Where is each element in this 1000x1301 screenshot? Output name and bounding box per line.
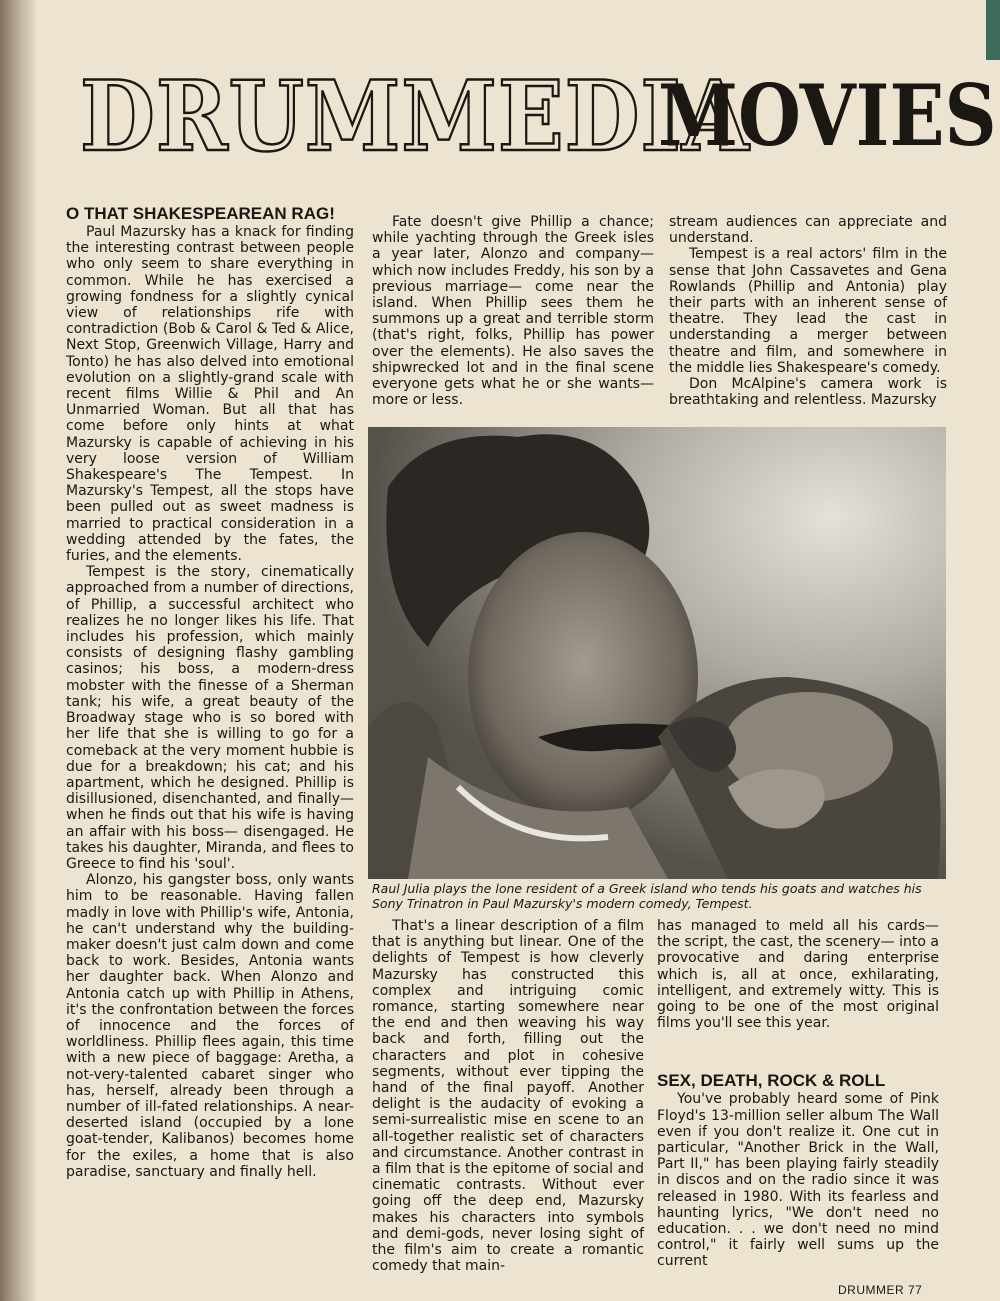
article-column-4 (372, 918, 644, 1274)
paragraph: Don McAlpine's camera work is breathtaking and relentless. Mazursky (669, 376, 947, 409)
page-folio: DRUMMER 77 (838, 1283, 923, 1297)
photo-illustration (368, 427, 946, 879)
binding-shadow (0, 0, 36, 1301)
next-page-edge (986, 0, 1000, 60)
photo-caption: Raul Julia plays the lone resident of a Greek island who tends his goats and watches his Sony Trinatron in Paul Mazursky's modern comedy, Tempest. (372, 881, 922, 911)
section-title: DRUMMEDIA (80, 60, 750, 173)
paragraph: You've probably heard some of Pink Floyd's 13-million seller album The Wall even if you don't realize it. One cut in particular, "Another Brick in the Wall, Part II," has been playing fairly steadily in discos and on the radio since it was released in 1980. With its fearless and haunting lyrics, "We don't need no education. . . we don't need no mind control," it fairly well sums up the current (657, 1091, 939, 1270)
category-title: MOVIES (658, 66, 997, 165)
paragraph: That's a linear description of a film that is anything but linear. One of the delights of Tempest is how cleverly Mazursky has constructed this complex and intriguing comic romance, starting somewhere near the end and then weaving his way back and forth, filling out the characters and plot in cohesive segments, without ever tipping the hand of the final payoff. Another delight is the audacity of evoking a semi-surrealistic mise en scene to an all-together realistic set of characters and circumstance. Another contrast in a film that is the epitome of social and cinematic contrasts. Without ever going off the deep end, Mazursky makes his characters into symbols and demi-gods, never losing sight of the film's aim to create a romantic comedy that main- (372, 918, 644, 1275)
article-headline: O THAT SHAKESPEAREAN RAG! (66, 204, 335, 223)
masthead (80, 60, 997, 173)
film-still-photo (368, 427, 946, 879)
article-headline-2: SEX, DEATH, ROCK & ROLL (657, 1071, 886, 1091)
paragraph: Tempest is a real actors' film in the sense that John Cassavetes and Gena Rowlands (Phillip and Antonia) play their parts with an inherent sense of theatre. They lead the cast in understanding a merger between theatre and film, and somewhere in the middle lies Shakespeare's comedy. (669, 246, 947, 376)
spacer (657, 1031, 939, 1071)
paragraph-continued: has managed to meld all his cards— the script, the cast, the scenery— into a provocative and daring enterprise which is, all at once, exhilarating, intelligent, and extremely witty. This is going to be one of the most original films you'll see this year. (657, 918, 939, 1032)
article-column-5 (657, 918, 939, 1270)
article-column-2 (372, 214, 654, 408)
paragraph: Tempest is the story, cinematically approached from a number of directions, of Phillip, a successful architect who realizes he no longer likes his life. That includes his profession, which mainly consists of designing flashy gambling casinos; his boss, a modern-dress mobster with the finesse of a Sherman tank; his wife, a great beauty of the Broadway stage who is so bored with her life that she is willing to go for a comeback at the very moment hubbie is due for a breakdown; his cat; and his apartment, which he designed. Phillip is disillusioned, disenchanted, and finally— when he finds out that his wife is having an affair with his boss— disengaged. He takes his daughter, Miranda, and flees to Greece to find his 'soul'. (66, 564, 354, 872)
article-column-1 (66, 204, 354, 1180)
paragraph: Alonzo, his gangster boss, only wants him to be reasonable. Having fallen madly in love with Phillip's wife, Antonia, he can't understand why the building-maker doesn't just calm down and come back to work. Besides, Antonia wants her daughter back. When Alonzo and Antonia catch up with Phillip in Athens, it's the confrontation between the forces of innocence and the forces of worldliness. Phillip flees again, this time with a new piece of baggage: Aretha, a not-very-talented cabaret singer who has, herself, already been through a number of ill-fated relationships. A near-deserted island (occupied by a lone goat-tender, Kalibanos) becomes home for the exiles, a home that is also paradise, sanctuary and finally hell. (66, 872, 354, 1180)
article-column-3 (669, 214, 947, 408)
paragraph: Paul Mazursky has a knack for finding the interesting contrast between people who only seem to share everything in common. While he has exercised a growing fondness for a slightly cynical view of relationships rife with contradiction (Bob & Carol & Ted & Alice, Next Stop, Greenwich Village, Harry and Tonto) he has also delved into emotional evolution on a slightly-grand scale with recent films Willie & Phil and An Unmarried Woman. But all that has come before only hints at what Mazursky is capable of achieving in his very loose version of William Shakespeare's The Tempest. In Mazursky's Tempest, all the stops have been pulled out as sweet madness is married to practical consideration in a wedding attended by the fates, the furies, and the elements. (66, 224, 354, 565)
paragraph: Fate doesn't give Phillip a chance; while yachting through the Greek isles a year later, Alonzo and company— which now includes Freddy, his son by a previous marriage— come near the island. When Phillip sees them he summons up a great and terrible storm (that's right, folks, Phillip has power over the elements). He also saves the shipwrecked lot and in the final scene everyone gets what he or she wants— more or less. (372, 214, 654, 409)
paragraph-continued: stream audiences can appreciate and understand. (669, 214, 947, 247)
